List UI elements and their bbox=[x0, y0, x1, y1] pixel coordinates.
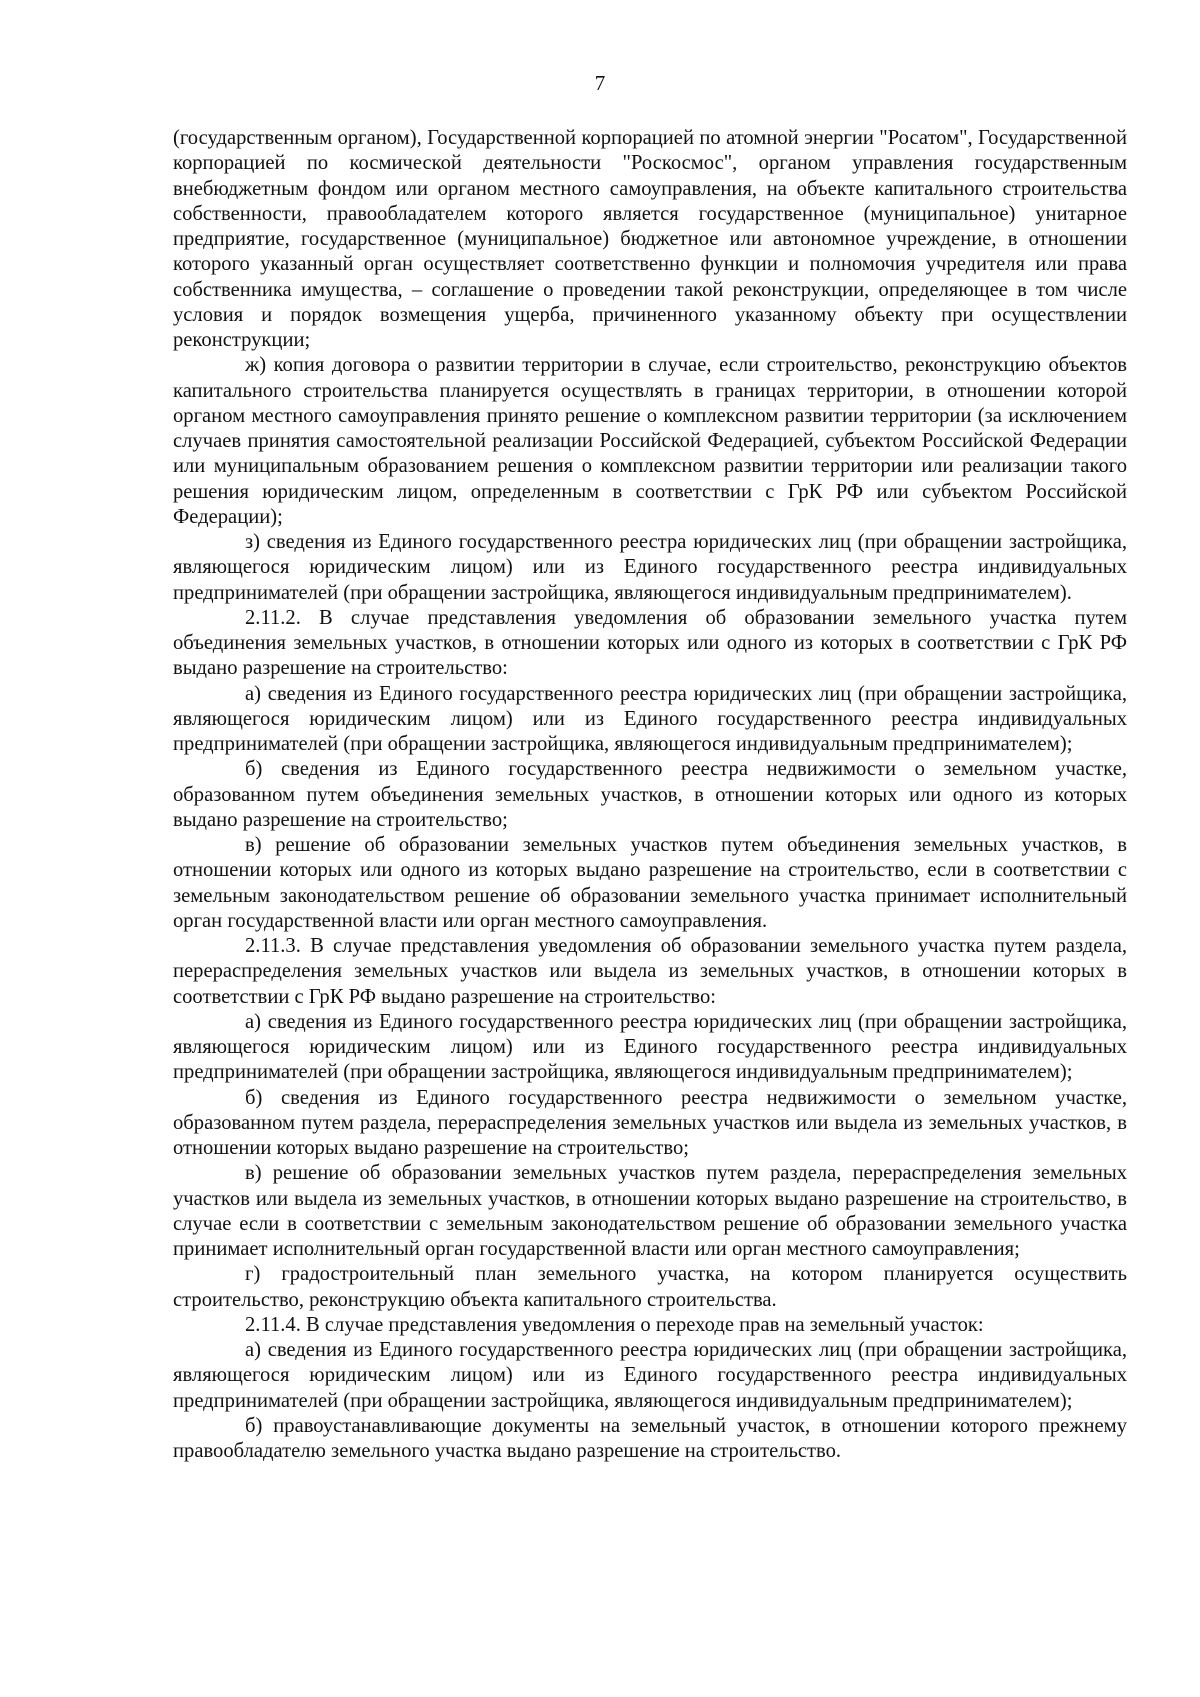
paragraph-10: б) сведения из Единого государственного реестра недвижимости о земельном участке, образованном путем раздела, перераспределения земельных участков или выдела из земельных участков, в отношении которых выдано разрешение на строительство; bbox=[173, 1086, 1127, 1159]
paragraph-3: з) сведения из Единого государственного реестра юридических лиц (при обращении застройщика, являющегося юридическим лицом) или из Единого государственного реестра индивидуальных предпринимателей (при обращении застройщика, являющегося индивидуальным предпринимателем). bbox=[173, 531, 1127, 604]
paragraph-12: г) градостроительный план земельного участка, на котором планируется осуществить строительство, реконструкцию объекта капитального строительства. bbox=[173, 1263, 1127, 1311]
paragraph-1: (государственным органом), Государственной корпорацией по атомной энергии "Росатом", Государственной корпорацией по космической деятельности "Роскосмос", органом управления государственным внебюджетным фондом или органом местного самоуправления, на объекте капитального строительства собственности, правообладателем которого является государственное (муниципальное) унитарное предприятие, государственное (муниципальное) бюджетное или автономное учреждение, в отношении которого указанный орган осуществляет соответственно функции и полномочия учредителя или права собственника имущества, – соглашение о проведении такой реконструкции, определяющее в том числе условия и порядок возмещения ущерба, причиненного указанному объекту при осуществлении реконструкции; bbox=[173, 127, 1127, 351]
paragraph-8: 2.11.3. В случае представления уведомления об образовании земельного участка путем раздела, перераспределения земельных участков или выдела из земельных участков, в отношении которых в соответствии с ГрК РФ выдано разрешение на строительство: bbox=[173, 935, 1127, 1008]
paragraph-9: а) сведения из Единого государственного реестра юридических лиц (при обращении застройщика, являющегося юридическим лицом) или из Единого государственного реестра индивидуальных предпринимателей (при обращении застройщика, являющегося индивидуальным предпринимателем); bbox=[173, 1010, 1127, 1084]
paragraph-11: в) решение об образовании земельных участков путем раздела, перераспределения земельных участков или выдела из земельных участков, в отношении которых выдано разрешение на строительство, в случае если в соответствии с земельным законодательством решение об образовании земельного участка принимает исполнительный орган государственной власти или орган местного самоуправления; bbox=[173, 1162, 1127, 1260]
paragraph-15: б) правоустанавливающие документы на земельный участок, в отношении которого прежнему правообладателю земельного участка выдано разрешение на строительство. bbox=[173, 1414, 1127, 1462]
paragraph-6: б) сведения из Единого государственного реестра недвижимости о земельном участке, образованном путем объединения земельных участков, в отношении которых или одного из которых выдано разрешение на строительство; bbox=[173, 758, 1127, 831]
paragraph-13: 2.11.4. В случае представления уведомления о переходе прав на земельный участок: bbox=[245, 1313, 984, 1336]
page-number: 7 bbox=[594, 71, 606, 95]
paragraph-4: 2.11.2. В случае представления уведомления об образовании земельного участка путем объединения земельных участков, в отношении которых или одного из которых в соответствии с ГрК РФ выдано разрешение на строительство: bbox=[173, 606, 1127, 680]
document-body bbox=[173, 126, 1127, 1464]
paragraph-2: ж) копия договора о развитии территории в случае, если строительство, реконструкцию объектов капитального строительства планируется осуществлять в границах территории, в отношении которой органом местного самоуправления принято решение о комплексном развитии территории (за исключением случаев принятия самостоятельной реализации Российской Федерацией, субъектом Российской Федерации или муниципальным образованием решения о комплексном развитии территории или реализации такого решения юридическим лицом, определенным в соответствии с ГрК РФ или субъектом Российской Федерации); bbox=[173, 354, 1127, 528]
paragraph-7: в) решение об образовании земельных участков путем объединения земельных участков, в отношении которых или одного из которых выдано разрешение на строительство, если в соответствии с земельным законодательством решение об образовании земельного участка принимает исполнительный орган государственной власти или орган местного самоуправления. bbox=[173, 834, 1127, 932]
paragraph-14: а) сведения из Единого государственного реестра юридических лиц (при обращении застройщика, являющегося юридическим лицом) или из Единого государственного реестра индивидуальных предпринимателей (при обращении застройщика, являющегося индивидуальным предпринимателем); bbox=[173, 1339, 1127, 1412]
paragraph-5: а) сведения из Единого государственного реестра юридических лиц (при обращении застройщика, являющегося юридическим лицом) или из Единого государственного реестра индивидуальных предпринимателей (при обращении застройщика, являющегося индивидуальным предпринимателем); bbox=[173, 682, 1127, 755]
